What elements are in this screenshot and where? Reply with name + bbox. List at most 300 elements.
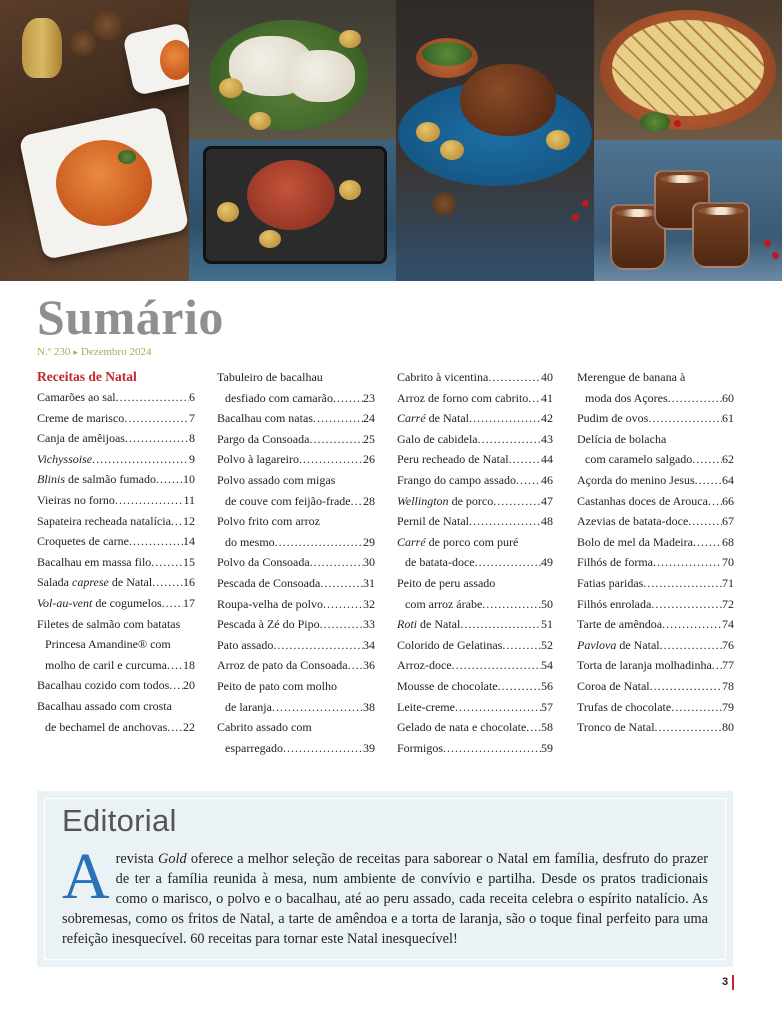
toc-entry <box>37 531 195 552</box>
toc-entry-line <box>217 532 375 553</box>
toc-page-number: 54 <box>541 658 553 673</box>
toc-dot-leader <box>167 717 183 738</box>
toc-dot-leader <box>323 594 363 615</box>
toc-entry <box>577 367 734 408</box>
photo-boiled-cod <box>189 0 396 140</box>
page-title: Sumário <box>37 289 224 345</box>
toc-entry-title: esparregado <box>225 740 283 755</box>
toc-entry <box>577 573 734 594</box>
toc-dot-leader <box>309 429 363 450</box>
toc-dot-leader <box>320 614 363 635</box>
toc-page-number: 43 <box>541 431 553 446</box>
toc-entry-line <box>37 511 195 532</box>
toc-entry-title: Galo de cabidela <box>397 431 478 446</box>
toc-dot-leader <box>351 491 363 512</box>
toc-page-number: 79 <box>722 699 734 714</box>
toc-entry-title: Merengue de banana à <box>577 370 686 384</box>
toc-page-number: 71 <box>722 575 734 590</box>
toc-entry-title: molho de caril e curcuma <box>45 657 167 672</box>
issue-number: N.º 230 <box>37 346 71 358</box>
toc-entry-title: Delícia de bolacha <box>577 431 667 446</box>
toc-column-3 <box>397 367 553 758</box>
toc-entry-line <box>217 552 375 573</box>
editorial-box <box>37 791 733 967</box>
toc-entry-line <box>397 429 553 450</box>
toc-entry-title: Tabuleiro de bacalhau <box>217 370 323 384</box>
toc-dot-leader <box>92 449 189 470</box>
toc-entry <box>397 367 553 388</box>
toc-entry-title: Pavlova de Natal <box>577 637 660 652</box>
toc-entry-title: Polvo à lagareiro <box>217 452 299 467</box>
toc-entry-title: com caramelo salgado <box>585 452 693 467</box>
toc-entry-title: Polvo frito com arroz <box>217 514 320 529</box>
toc-entry-line <box>577 635 734 656</box>
toc-entry-line <box>577 449 734 470</box>
toc-entry-title: Filetes de salmão com batatas <box>37 616 181 631</box>
toc-entry-line <box>37 593 195 614</box>
toc-entry-title: do mesmo <box>225 534 275 549</box>
toc-entry-line <box>577 491 734 512</box>
toc-entry-line <box>397 594 553 615</box>
toc-page-number: 6 <box>189 390 195 404</box>
toc-dot-leader <box>171 511 183 532</box>
toc-entry-line <box>397 388 553 409</box>
toc-entry <box>577 635 734 656</box>
toc-entry <box>397 449 553 470</box>
toc-entry <box>397 491 553 512</box>
toc-column-1 <box>37 367 195 737</box>
toc-entry-title: Bacalhau assado com crosta <box>37 698 172 713</box>
editorial-body <box>62 840 708 949</box>
toc-entry-line <box>397 408 553 429</box>
toc-entry-line <box>217 738 375 759</box>
toc-entry-title: Fatias paridas <box>577 575 644 590</box>
toc-column-entries <box>397 367 553 758</box>
toc-entry-title: de bechamel de anchovas <box>45 719 168 734</box>
toc-entry <box>37 387 195 408</box>
toc-entry-line <box>217 717 375 738</box>
toc-page-number: 15 <box>183 554 195 569</box>
toc-page-number: 22 <box>183 719 195 734</box>
toc-entry <box>577 655 734 676</box>
toc-dot-leader <box>692 449 722 470</box>
toc-entry-line <box>397 367 553 388</box>
toc-entry <box>217 511 375 552</box>
toc-entry-title: Cabrito à vicentina <box>397 370 489 384</box>
toc-dot-leader <box>310 552 363 573</box>
toc-entry <box>577 614 734 635</box>
toc-entry-line <box>577 429 734 450</box>
toc-entry <box>577 717 734 738</box>
toc-entry-title: Pernil de Natal <box>397 514 469 529</box>
toc-entry-title: Canja de amêijoas <box>37 431 125 446</box>
toc-page-number: 26 <box>363 452 375 467</box>
toc-entry-title: Castanhas doces de Arouca <box>577 493 708 508</box>
toc-dot-leader <box>460 614 541 635</box>
toc-dot-leader <box>469 511 541 532</box>
toc-dot-leader <box>488 367 541 388</box>
toc-column-entries <box>37 387 195 737</box>
toc-entry-line <box>37 696 195 717</box>
toc-dot-leader <box>650 676 722 697</box>
issue-date: Dezembro 2024 <box>80 346 152 358</box>
toc-entry-line <box>397 573 553 594</box>
toc-entry-title: Carré de porco com puré <box>397 534 519 549</box>
toc-dot-leader <box>348 655 363 676</box>
toc-entry-title: Azevias de batata-doce <box>577 514 689 529</box>
toc-entry-title: Wellington de porco <box>397 493 494 508</box>
toc-page-number: 72 <box>722 596 734 611</box>
toc-entry-line <box>217 388 375 409</box>
toc-column-entries <box>217 367 375 758</box>
toc-dot-leader <box>452 655 541 676</box>
toc-entry <box>37 552 195 573</box>
toc-entry-line <box>37 531 195 552</box>
toc-entry-title: Polvo assado com migas <box>217 472 336 487</box>
toc-entry-title: Trufas de chocolate <box>577 699 672 714</box>
toc-entry <box>217 429 375 450</box>
toc-entry-title: Princesa Amandine® com <box>45 637 171 652</box>
toc-entry <box>397 635 553 656</box>
toc-dot-leader <box>469 408 541 429</box>
toc-entry-line <box>37 469 195 490</box>
toc-entry <box>217 594 375 615</box>
toc-page-number: 51 <box>541 617 553 632</box>
toc-entry-line <box>577 388 734 409</box>
toc-entry-title: de laranja <box>225 699 272 714</box>
toc-dot-leader <box>478 429 541 450</box>
toc-dot-leader <box>502 635 541 656</box>
toc-entry <box>217 367 375 408</box>
toc-entry-title: com arroz árabe <box>405 596 483 611</box>
toc-page-number: 67 <box>722 514 734 529</box>
toc-entry-title: Peito de peru assado <box>397 575 496 590</box>
toc-entry <box>397 470 553 491</box>
toc-entry-line <box>217 449 375 470</box>
toc-page-number: 60 <box>722 390 734 405</box>
toc-page-number: 14 <box>183 534 195 549</box>
toc-entry-title: Pargo da Consoada <box>217 431 310 446</box>
toc-column-entries <box>577 367 734 738</box>
toc-entry-title: Mousse de chocolate <box>397 678 498 693</box>
toc-dot-leader <box>156 469 183 490</box>
toc-dot-leader <box>313 408 363 429</box>
toc-dot-leader <box>516 470 541 491</box>
toc-entry <box>37 469 195 490</box>
toc-entry-line <box>37 634 195 655</box>
toc-page-number: 62 <box>722 452 734 467</box>
toc-entry <box>577 697 734 718</box>
toc-entry-line <box>217 573 375 594</box>
toc-dot-leader <box>655 717 722 738</box>
toc-entry-line <box>577 532 734 553</box>
toc-page-number: 20 <box>183 678 195 693</box>
toc-page-number: 52 <box>541 637 553 652</box>
toc-entry-line <box>217 491 375 512</box>
toc-entry-line <box>397 717 553 738</box>
toc-entry-line <box>577 511 734 532</box>
toc-page-number: 64 <box>722 472 734 487</box>
toc-entry <box>217 408 375 429</box>
photo-roast-duck <box>396 0 594 281</box>
toc-entry <box>217 676 375 717</box>
toc-entry <box>217 470 375 511</box>
toc-page-number: 16 <box>183 575 195 590</box>
toc-page-number: 47 <box>541 493 553 508</box>
toc-entry-title: Torta de laranja molhadinha <box>577 658 712 673</box>
toc-dot-leader <box>124 408 189 429</box>
toc-dot-leader <box>475 552 541 573</box>
toc-entry-title: Roti de Natal <box>397 617 461 632</box>
toc-page-number: 59 <box>541 740 553 755</box>
toc-entry-title: Carré de Natal <box>397 411 469 426</box>
toc-page-number: 32 <box>363 596 375 611</box>
toc-entry-line <box>577 594 734 615</box>
toc-entry-line <box>37 552 195 573</box>
toc-entry-title: Filhós enrolada <box>577 596 652 611</box>
toc-entry-title: de batata-doce <box>405 555 475 570</box>
toc-entry-title: Pato assado <box>217 637 274 652</box>
toc-entry <box>37 490 195 511</box>
toc-entry-line <box>577 655 734 676</box>
toc-entry <box>397 738 553 759</box>
toc-page-number: 30 <box>363 555 375 570</box>
toc-dot-leader <box>275 532 363 553</box>
toc-page-number: 74 <box>722 617 734 632</box>
toc-entry <box>397 655 553 676</box>
issue-info <box>37 346 151 358</box>
toc-entry-line <box>37 490 195 511</box>
toc-page-number: 38 <box>363 699 375 714</box>
toc-entry-title: Roupa-velha de polvo <box>217 596 323 611</box>
toc-entry-title: Formigos <box>397 740 444 755</box>
toc-dot-leader <box>151 552 183 573</box>
toc-entry-line <box>217 511 375 532</box>
toc-entry-title: Vieiras no forno <box>37 492 115 507</box>
toc-entry <box>37 593 195 614</box>
toc-page-number: 56 <box>541 678 553 693</box>
toc-entry-line <box>577 552 734 573</box>
toc-entry-title: Leite-creme <box>397 699 455 714</box>
toc-entry-title: Camarões ao sal <box>37 390 116 404</box>
toc-entry <box>37 572 195 593</box>
toc-entry-title: Sapateira recheada natalícia <box>37 513 171 528</box>
toc-entry-line <box>217 470 375 491</box>
toc-entry-line <box>577 717 734 738</box>
toc-entry-title: desfiado com camarão <box>225 390 333 405</box>
page-number-bar <box>732 975 734 990</box>
toc-entry-line <box>217 635 375 656</box>
toc-entry <box>37 511 195 532</box>
toc-entry-line <box>397 738 553 759</box>
toc-entry <box>397 697 553 718</box>
toc-entry <box>397 717 553 738</box>
toc-entry <box>37 449 195 470</box>
toc-dot-leader <box>662 614 722 635</box>
toc-entry-title: Bacalhau em massa filo <box>37 554 152 569</box>
toc-entry-line <box>217 594 375 615</box>
toc-page-number: 7 <box>189 410 195 425</box>
toc-page-number: 68 <box>722 534 734 549</box>
toc-page-number: 25 <box>363 431 375 446</box>
toc-entry-line <box>397 532 553 553</box>
toc-entry-line <box>397 614 553 635</box>
editorial-text-start: revista <box>115 851 159 867</box>
toc-dot-leader <box>283 738 363 759</box>
toc-dot-leader <box>660 635 722 656</box>
toc-entry <box>397 676 553 697</box>
toc-dot-leader <box>668 388 722 409</box>
toc-dot-leader <box>167 655 183 676</box>
toc-entry <box>37 428 195 449</box>
toc-entry-title: Frango do campo assado <box>397 472 516 487</box>
toc-dot-leader <box>115 490 184 511</box>
toc-dot-leader <box>526 717 541 738</box>
toc-dot-leader <box>693 532 722 553</box>
toc-entry-line <box>37 387 195 408</box>
toc-page-number: 76 <box>722 637 734 652</box>
toc-entry-line <box>577 367 734 388</box>
toc-entry <box>577 408 734 429</box>
toc-page-number: 44 <box>541 452 553 467</box>
toc-page-number: 41 <box>541 390 553 405</box>
toc-entry <box>217 655 375 676</box>
toc-entry <box>37 614 195 676</box>
toc-page-number: 8 <box>189 431 195 446</box>
toc-entry-line <box>37 449 195 470</box>
toc-dot-leader <box>493 491 541 512</box>
toc-dot-leader <box>116 387 189 408</box>
toc-entry <box>577 470 734 491</box>
toc-dot-leader <box>169 675 183 696</box>
toc-page-number: 18 <box>183 657 195 672</box>
toc-entry <box>397 614 553 635</box>
toc-section-heading: Receitas de Natal <box>37 369 137 384</box>
toc-page-number: 23 <box>363 390 375 405</box>
toc-entry <box>577 491 734 512</box>
toc-page-number: 34 <box>363 637 375 652</box>
toc-entry <box>217 552 375 573</box>
toc-page-number: 29 <box>363 534 375 549</box>
toc-entry <box>397 408 553 429</box>
toc-entry <box>397 388 553 409</box>
toc-page-number: 78 <box>722 678 734 693</box>
toc-column-4 <box>577 367 734 738</box>
toc-entry-title: Blinis de salmão fumado <box>37 472 156 487</box>
toc-entry-title: Arroz-doce <box>397 658 452 673</box>
toc-entry-title: Gelado de nata e chocolate <box>397 720 527 735</box>
toc-entry-line <box>37 675 195 696</box>
editorial-title: Editorial <box>62 803 177 838</box>
toc-dot-leader <box>695 470 722 491</box>
toc-dot-leader <box>273 635 363 656</box>
toc-entry <box>37 696 195 737</box>
toc-entry-title: Croquetes de carne <box>37 534 129 549</box>
toc-entry-line <box>37 614 195 635</box>
photo-chocolate-mousse <box>594 140 782 281</box>
toc-entry-title: de couve com feijão-frade <box>225 493 351 508</box>
toc-column-2 <box>217 367 375 758</box>
toc-page-number: 40 <box>541 370 553 384</box>
toc-entry-title: Filhós de forma <box>577 555 653 570</box>
toc-entry-title: Pescada de Consoada <box>217 575 321 590</box>
toc-entry-line <box>37 572 195 593</box>
toc-entry-title: Açorda do menino Jesus <box>577 472 695 487</box>
toc-page-number: 57 <box>541 699 553 714</box>
toc-page-number: 48 <box>541 514 553 529</box>
toc-page-number: 70 <box>722 555 734 570</box>
toc-entry <box>217 717 375 758</box>
toc-entry-line <box>397 655 553 676</box>
toc-entry <box>397 573 553 614</box>
toc-entry <box>217 635 375 656</box>
toc-page-number: 80 <box>722 720 734 735</box>
toc-entry-line <box>397 635 553 656</box>
toc-dot-leader <box>509 449 541 470</box>
toc-page-number: 11 <box>183 492 195 507</box>
toc-page-number: 58 <box>541 720 553 735</box>
toc-entry-line <box>217 676 375 697</box>
toc-entry-line <box>577 408 734 429</box>
toc-entry-line <box>37 428 195 449</box>
toc-dot-leader <box>712 655 722 676</box>
toc-entry-title: Peru recheado de Natal <box>397 452 509 467</box>
toc-dot-leader <box>443 738 541 759</box>
toc-entry-line <box>397 491 553 512</box>
toc-dot-leader <box>648 408 722 429</box>
editorial-magazine-name: Gold <box>158 851 187 867</box>
page-number: 3 <box>722 976 729 988</box>
toc-dot-leader <box>333 388 363 409</box>
toc-entry-title: Creme de marisco <box>37 410 125 425</box>
toc-dot-leader <box>129 531 183 552</box>
toc-entry-title: Arroz de pato da Consoada <box>217 658 348 673</box>
toc-entry <box>577 532 734 553</box>
toc-entry-line <box>217 655 375 676</box>
toc-dot-leader <box>498 676 541 697</box>
toc-entry <box>37 408 195 429</box>
toc-entry-line <box>397 552 553 573</box>
photo-shrimp-soup <box>0 0 189 281</box>
toc-entry <box>217 573 375 594</box>
toc-entry-title: Coroa de Natal <box>577 678 650 693</box>
toc-entry <box>397 429 553 450</box>
toc-dot-leader <box>272 697 363 718</box>
toc-entry <box>37 675 195 696</box>
toc-entry-line <box>577 614 734 635</box>
food-photo-banner <box>0 0 782 281</box>
toc-entry <box>577 429 734 470</box>
toc-page-number: 33 <box>363 617 375 632</box>
toc-entry-title: Tarte de amêndoa <box>577 617 663 632</box>
toc-entry-title: Pudim de ovos <box>577 411 649 426</box>
toc-dot-leader <box>643 573 722 594</box>
toc-entry-title: Bacalhau cozido com todos <box>37 678 170 693</box>
photo-octopus-tray <box>189 140 396 281</box>
toc-entry <box>217 614 375 635</box>
toc-dot-leader <box>671 697 722 718</box>
toc-dot-leader <box>653 552 722 573</box>
toc-page-number: 24 <box>363 411 375 426</box>
toc-dot-leader <box>299 449 363 470</box>
toc-entry-line <box>37 408 195 429</box>
toc-page-number: 31 <box>363 575 375 590</box>
toc-page-number: 17 <box>183 595 195 610</box>
toc-dot-leader <box>125 428 189 449</box>
toc-dot-leader <box>162 593 183 614</box>
toc-dot-leader <box>708 491 722 512</box>
toc-entry-title: Arroz de forno com cabrito <box>397 390 529 405</box>
